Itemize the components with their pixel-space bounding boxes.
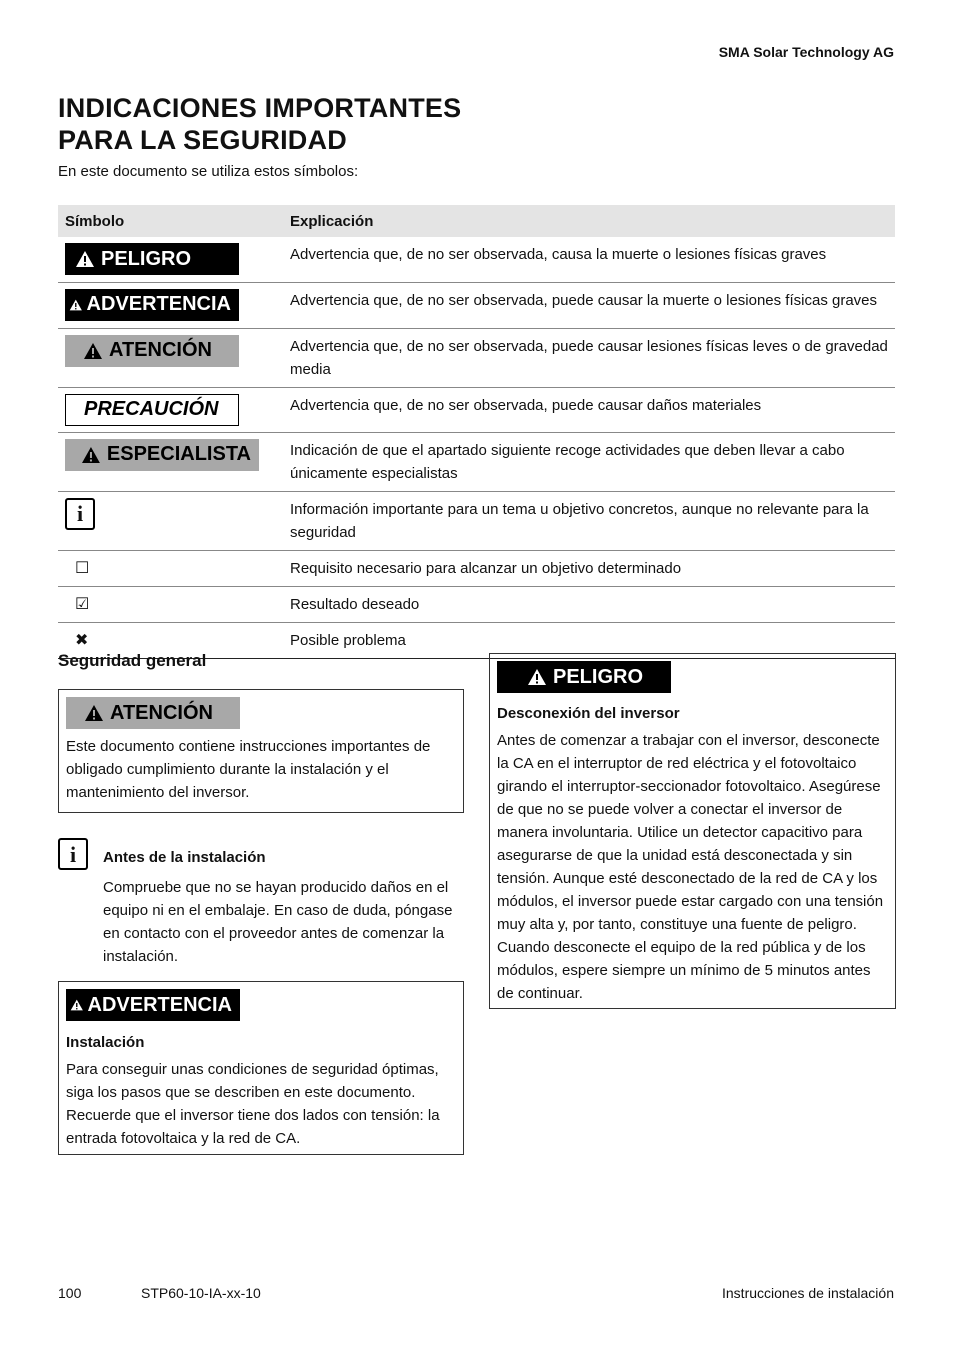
cross-icon: ✖ [75, 631, 89, 649]
table-row [58, 491, 895, 550]
warning-label: ADVERTENCIA [87, 993, 232, 1016]
page-number: 100 [58, 1285, 82, 1301]
checked-box-icon: ☑ [75, 595, 90, 613]
caution-badge [65, 394, 239, 426]
intro-text: En este documento se utiliza estos símbolos: [58, 163, 359, 180]
warning-box [58, 981, 464, 1155]
info-note-text: Compruebe que no se hayan producido daños en el equipo ni en el embalaje. En caso de duda, póngase en contacto con el proveedor antes de comenzar la instalación. [103, 879, 453, 965]
warning-text: Para conseguir unas condiciones de seguridad óptimas, siga los pasos que se describen en este documento. Recuerde que el inversor tiene dos lados con tensión: la entrada fotovoltaica y la red de CA. [66, 1061, 440, 1147]
warning-triangle-icon [527, 668, 547, 686]
row-explanation: Advertencia que, de no ser observada, causa la muerte o lesiones físicas graves [283, 237, 895, 282]
table-row [58, 282, 895, 328]
page-title-line2: PARA LA SEGURIDAD [58, 125, 347, 155]
attention-box [58, 689, 464, 813]
warning-label: ADVERTENCIA [86, 293, 231, 315]
attention-label: ATENCIÓN [109, 339, 212, 361]
row-explanation: Advertencia que, de no ser observada, puede causar la muerte o lesiones físicas graves [283, 282, 895, 328]
doc-type: Instrucciones de instalación [722, 1285, 894, 1301]
warning-badge [66, 989, 240, 1021]
table-header-row [58, 205, 895, 237]
company-name: SMA Solar Technology AG [718, 44, 894, 60]
danger-text: Antes de comenzar a trabajar con el inversor, desconecte la CA en el interruptor de red eléctrica y el fotovoltaico girando el interruptor-seccionador fotovoltaico. Asegúrese de que no se puede volver a conectar el inversor de manera involuntaria. Utilice un detector capacitivo para asegurarse de que la unidad está desconectada y sin tensión. Aunque esté desconectado de la red de CA y los módulos, el inversor puede estar cargado con una tensión muy alta y, por tanto, constituye una fuente de peligro. Cuando desconecte el equipo de la red pública y de los módulos, espere siempre un mínimo de 5 minutos antes de continuar. [497, 732, 884, 1002]
row-explanation: Resultado deseado [283, 586, 895, 622]
specialist-label: ESPECIALISTA [106, 443, 251, 465]
header-symbol: Símbolo [58, 205, 283, 237]
row-explanation: Indicación de que el apartado siguiente recoge actividades que deben llevar a cabo únicamente especialistas [283, 432, 895, 491]
info-icon: i [65, 498, 95, 530]
attention-text: Este documento contiene instrucciones importantes de obligado cumplimiento durante la instalación y el mantenimiento del inversor. [66, 738, 431, 801]
warning-triangle-icon [84, 704, 104, 722]
warning-triangle-icon [83, 342, 103, 360]
danger-box [489, 653, 896, 1009]
row-explanation: Posible problema [283, 622, 895, 658]
danger-label: PELIGRO [101, 247, 192, 270]
attention-badge [66, 697, 240, 729]
doc-code: STP60-10-IA-xx-10 [141, 1285, 261, 1301]
row-explanation: Advertencia que, de no ser observada, puede causar daños materiales [283, 387, 895, 432]
table-row [58, 432, 895, 491]
warning-badge [65, 289, 239, 321]
row-explanation: Información importante para un tema u objetivo concretos, aunque no relevante para la seguridad [283, 491, 895, 550]
danger-label: PELIGRO [553, 665, 644, 688]
warning-triangle-icon [75, 250, 95, 268]
header-explanation: Explicación [283, 205, 895, 237]
info-note-title: Antes de la instalación [103, 849, 266, 866]
section-heading: Seguridad general [58, 651, 207, 670]
warning-triangle-icon [81, 446, 101, 464]
warning-triangle-icon [69, 296, 83, 314]
warning-title: Instalación [66, 1034, 145, 1051]
page-title-line1: INDICACIONES IMPORTANTES [58, 93, 462, 123]
attention-badge [65, 335, 239, 367]
row-explanation: Advertencia que, de no ser observada, puede causar lesiones físicas leves o de gravedad media [283, 328, 895, 387]
table-row [58, 586, 895, 622]
table-row [58, 387, 895, 432]
caution-label: PRECAUCIÓN [84, 398, 219, 420]
table-row [58, 328, 895, 387]
danger-badge [497, 661, 671, 693]
table-row [58, 550, 895, 586]
specialist-badge [65, 439, 259, 471]
danger-badge [65, 243, 239, 275]
page-title [58, 92, 461, 156]
warning-triangle-icon [70, 996, 84, 1014]
attention-label: ATENCIÓN [110, 701, 213, 724]
danger-title: Desconexión del inversor [497, 705, 680, 722]
row-explanation: Requisito necesario para alcanzar un objetivo determinado [283, 550, 895, 586]
checkbox-icon: ☐ [75, 559, 90, 577]
info-icon: i [58, 838, 88, 870]
table-row [58, 237, 895, 282]
symbol-table [58, 205, 895, 659]
